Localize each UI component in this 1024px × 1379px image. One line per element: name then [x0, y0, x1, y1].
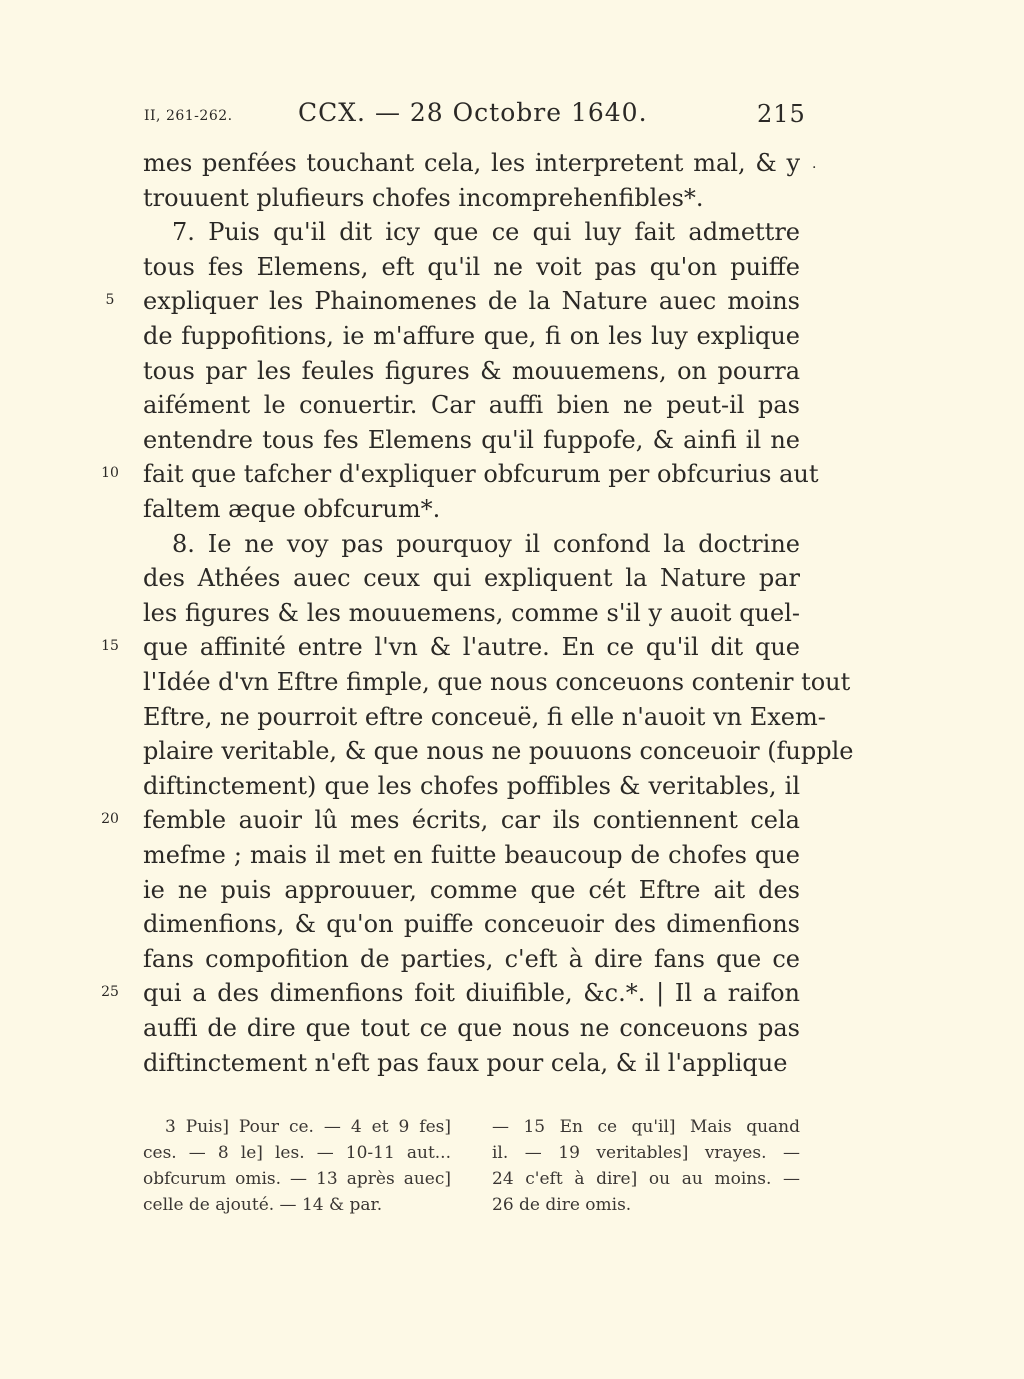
text-line: trouuent plufieurs chofes incomprehenfibles*. — [143, 184, 704, 212]
text-line: Eftre, ne pourroit eftre conceuë, fi elle n'auoit vn Exem- — [143, 703, 826, 731]
text-line: femble auoir lû mes écrits, car ils contiennent cela — [143, 806, 800, 834]
text-line: 7. Puis qu'il dit icy que ce qui luy fait admettre — [172, 218, 800, 246]
text-line: mes penfées touchant cela, les interpretent mal, & y — [143, 149, 800, 177]
text-line: de fuppofitions, ie m'affure que, fi on les luy explique — [143, 322, 800, 350]
text-line: fans compofition de parties, c'eft à dire fans que ce — [143, 945, 800, 973]
text-line: mefme ; mais il met en fuitte beaucoup de chofes que — [143, 841, 800, 869]
line-number: 15 — [101, 638, 119, 654]
letter-heading: CCX. — 28 Octobre 1640. — [298, 98, 648, 127]
line-number: 25 — [101, 984, 119, 1000]
footnote-line: 26 de dire omis. — [492, 1195, 632, 1215]
line-number: 20 — [101, 811, 119, 827]
text-line: ie ne puis approuuer, comme que cét Eftre ait des — [143, 876, 800, 904]
text-line: des Athées auec ceux qui expliquent la Nature par — [143, 564, 800, 592]
footnote-line: celle de ajouté. — 14 & par. — [143, 1195, 383, 1215]
text-line: fait que tafcher d'expliquer obfcurum per obfcurius aut — [143, 460, 819, 488]
text-line: aifément le conuertir. Car auffi bien ne peut-il pas — [143, 391, 800, 419]
text-line: l'Idée d'vn Eftre fimple, que nous conceuons contenir tout — [143, 668, 851, 696]
footnote-line: — 15 En ce qu'il] Mais quand — [492, 1117, 800, 1137]
text-line: qui a des dimenfions foit diuifible, &c.*. | Il a raifon — [143, 979, 800, 1007]
footnote-line: obfcurum omis. — 13 après auec] — [143, 1169, 451, 1189]
volume-reference: II, 261-262. — [144, 108, 233, 124]
line-number: 10 — [101, 465, 119, 481]
text-line: diftinctement n'eft pas faux pour cela, & il l'applique — [143, 1049, 788, 1077]
text-line: faltem æque obfcurum*. — [143, 495, 441, 523]
footnote-line: il. — 19 veritables] vrayes. — — [492, 1143, 800, 1163]
text-line: que affinité entre l'vn & l'autre. En ce qu'il dit que — [143, 633, 800, 661]
page-number: 215 — [757, 100, 806, 128]
footnote-line: ces. — 8 le] les. — 10-11 aut... — [143, 1143, 451, 1163]
text-line: diftinctement) que les chofes poffibles & veritables, il — [143, 772, 800, 800]
text-line: tous fes Elemens, eft qu'il ne voit pas qu'on puiffe — [143, 253, 800, 281]
text-line: tous par les feules figures & mouuemens, on pourra — [143, 357, 800, 385]
text-line: 8. Ie ne voy pas pourquoy il confond la doctrine — [172, 530, 800, 558]
footnote-line: 3 Puis] Pour ce. — 4 et 9 fes] — [165, 1117, 451, 1137]
text-line: dimenfions, & qu'on puiffe conceuoir des dimenfions — [143, 910, 800, 938]
footnote-line: 24 c'eft à dire] ou au moins. — — [492, 1169, 800, 1189]
running-header — [0, 98, 1024, 138]
line-number: 5 — [105, 292, 115, 308]
text-line: les figures & les mouuemens, comme s'il y auoit quel- — [143, 599, 800, 627]
text-line: auffi de dire que tout ce que nous ne conceuons pas — [143, 1014, 800, 1042]
text-line: expliquer les Phainomenes de la Nature auec moins — [143, 287, 800, 315]
text-line: entendre tous fes Elemens qu'il fuppofe, & ainfi il ne — [143, 426, 800, 454]
margin-mark: · — [812, 160, 817, 176]
text-line: plaire veritable, & que nous ne pouuons conceuoir (fupple — [143, 737, 854, 765]
